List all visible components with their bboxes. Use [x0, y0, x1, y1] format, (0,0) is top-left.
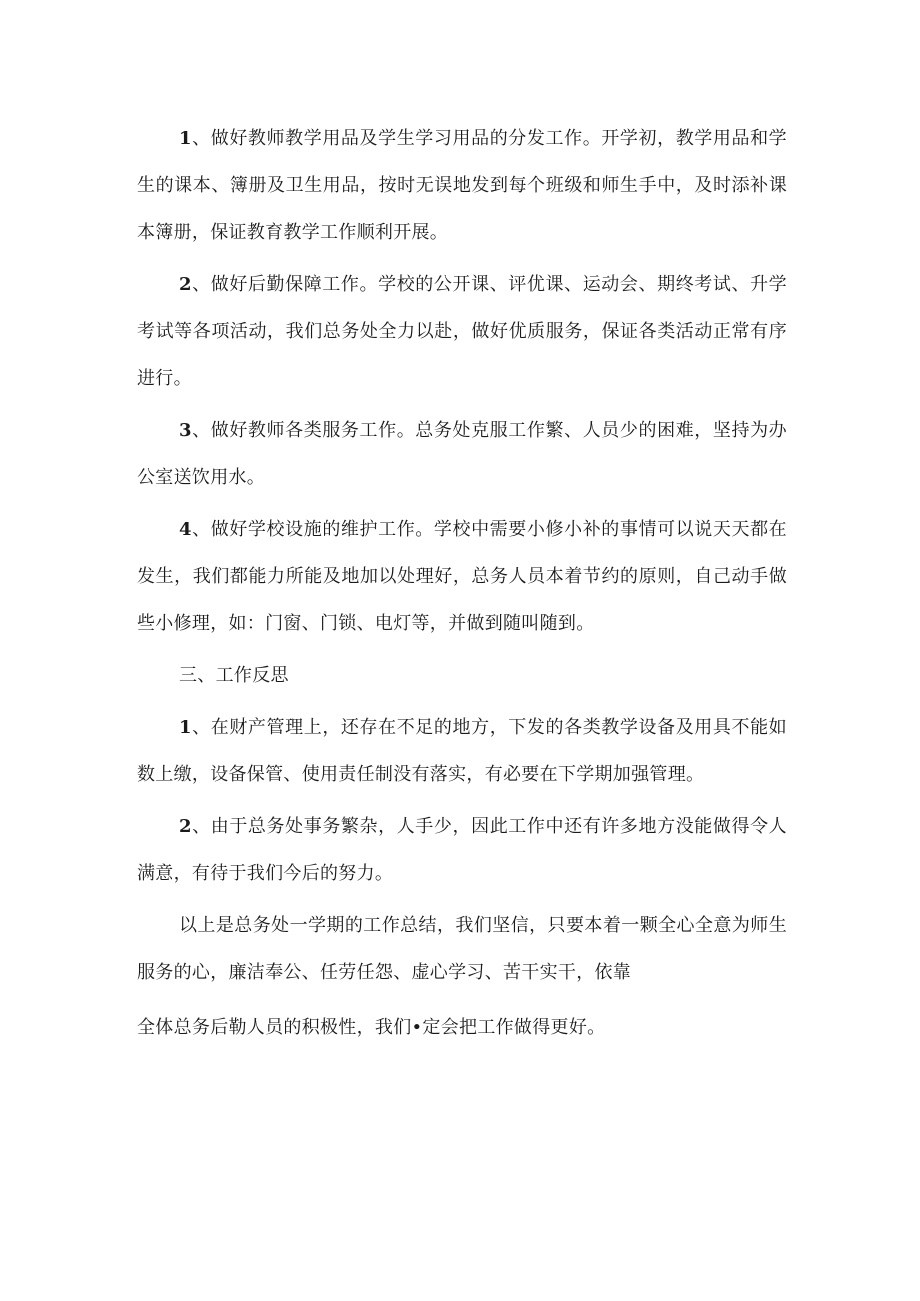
- section-heading: 三、工作反思: [179, 665, 289, 686]
- item-text: 、做好教师教学用品及学生学习用品的分发工作。开学初，教学用品和学生的课本、簿册及卫生用品，按时无误地发到每个班级和师生手中，及时添补课本簿册，保证教育教学工作顺利开展。: [137, 128, 787, 243]
- item-number: 2: [179, 816, 192, 837]
- conclusion-continuation: 全体总务后勒人员的积极性，我们•定会把工作做得更好。: [137, 1017, 606, 1038]
- item-text: 、做好教师各类服务工作。总务处克服工作繁、人员少的困难，坚持为办公室送饮用水。: [137, 420, 787, 488]
- conclusion-paragraph: 以上是总务处一学期的工作总结，我们坚信，只要本着一颗全心全意为师生服务的心，廉洁奉公、任劳任怨、虚心学习、苦干实干，依靠: [137, 915, 787, 983]
- work-item-4: [137, 506, 787, 647]
- item-number: 4: [179, 519, 192, 540]
- item-text: 、做好后勤保障工作。学校的公开课、评优课、运动会、期终考试、升学考试等各项活动，我们总务处全力以赴，做好优质服务，保证各类活动正常有序进行。: [137, 274, 787, 389]
- item-number: 3: [179, 420, 192, 441]
- item-text: 、在财产管理上，还存在不足的地方，下发的各类教学设备及用具不能如数上缴，设备保管、使用责任制没有落实，有必要在下学期加强管理。: [137, 717, 787, 785]
- item-number: 2: [179, 274, 192, 295]
- work-item-3: [137, 407, 787, 501]
- document-body: [137, 115, 787, 1051]
- item-text: 、由于总务处事务繁杂，人手少，因此工作中还有许多地方没能做得令人满意，有待于我们今后的努力。: [137, 816, 787, 884]
- work-item-1: [137, 115, 787, 256]
- item-number: 1: [179, 128, 192, 149]
- reflection-item-1: [137, 704, 787, 798]
- work-item-2: [137, 261, 787, 402]
- item-number: 1: [179, 717, 192, 738]
- item-text: 、做好学校设施的维护工作。学校中需要小修小补的事情可以说天天都在发生，我们都能力所能及地加以处理好，总务人员本着节约的原则，自己动手做些小修理，如：门窗、门锁、电灯等，并做到随叫随到。: [137, 519, 787, 634]
- reflection-item-2: [137, 803, 787, 897]
